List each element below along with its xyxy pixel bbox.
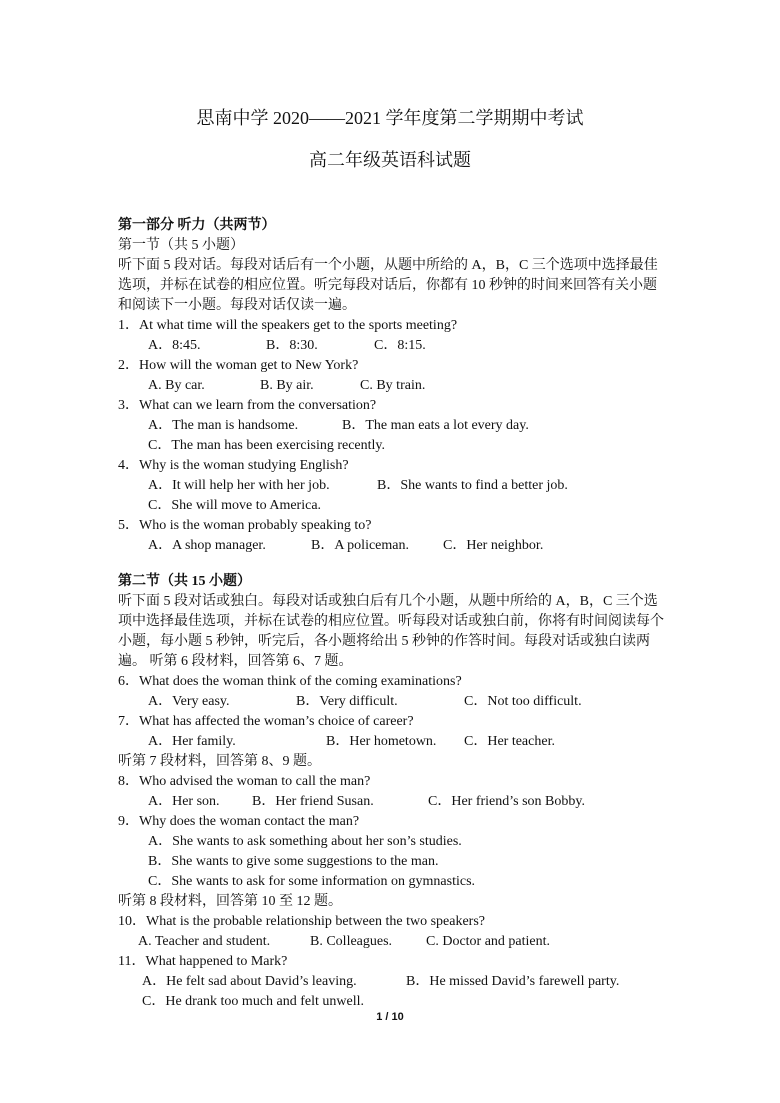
option-a: A．She wants to ask something about her son’s studies. <box>148 834 462 849</box>
option-b: B．Her hometown. <box>326 734 437 749</box>
section2-heading: 第二节（共 15 小题） <box>118 574 251 589</box>
option-a: A．8:45. <box>148 338 201 353</box>
option-a: A．He felt sad about David’s leaving. <box>142 974 357 989</box>
question-6: 6．What does the woman think of the coming examinations? <box>118 674 462 689</box>
option-a: A．It will help her with her job. <box>148 478 330 493</box>
question-1-options <box>118 336 666 356</box>
section2-instructions: 听下面 5 段对话或独白。每段对话或独白后有几个小题，从题中所给的 A，B，C 三个选项中选择最佳选项，并标在试卷的相应位置。听每段对话或独白前，你将有时间阅读每个小题，每小题 5 秒钟，听完后，各小题将给出 5 秒钟的作答时间。每段对话或独白读两遍。 听第 6 段材料，回答第 6、7 题。 <box>118 594 664 669</box>
exam-content <box>118 216 666 1012</box>
option-b: B．8:30. <box>266 338 318 353</box>
question-2: 2．How will the woman get to New York? <box>118 358 359 373</box>
option-a: A. Teacher and student. <box>138 934 271 949</box>
option-b: B．A policeman. <box>311 538 409 553</box>
option-b: B．She wants to give some suggestions to the man. <box>148 854 439 869</box>
option-a: A．Her son. <box>148 794 220 809</box>
question-5-options <box>118 536 666 556</box>
option-c: C．The man has been exercising recently. <box>148 438 386 453</box>
option-c: C．Her neighbor. <box>443 538 544 553</box>
question-2-options <box>118 376 666 396</box>
option-a: A．A shop manager. <box>148 538 266 553</box>
question-8-options <box>118 792 666 812</box>
question-5: 5．Who is the woman probably speaking to? <box>118 518 372 533</box>
question-10-options <box>118 932 666 952</box>
question-11-options <box>118 972 666 992</box>
option-a: A．Her family. <box>148 734 236 749</box>
question-4-options <box>118 476 666 496</box>
option-a: A．Very easy. <box>148 694 230 709</box>
question-1: 1．At what time will the speakers get to the sports meeting? <box>118 318 458 333</box>
option-b: B. Colleagues. <box>310 934 393 949</box>
option-b: B．Her friend Susan. <box>252 794 374 809</box>
passage-note-8: 听第 8 段材料，回答第 10 至 12 题。 <box>118 894 342 909</box>
section1-heading: 第一节（共 5 小题） <box>118 238 244 253</box>
question-4-options-cont <box>118 496 666 516</box>
option-a: A. By car. <box>148 378 205 393</box>
option-c: C. Doctor and patient. <box>426 934 551 949</box>
page-number: 1 / 10 <box>376 1011 404 1023</box>
option-b: B. By air. <box>260 378 314 393</box>
option-c: C．He drank too much and felt unwell. <box>142 994 365 1009</box>
passage-note-7: 听第 7 段材料，回答第 8、9 题。 <box>118 754 321 769</box>
section1-instructions: 听下面 5 段对话。每段对话后有一个小题，从题中所给的 A，B，C 三个选项中选择最佳选项，并标在试卷的相应位置。听完每段对话后，你都有 10 秒钟的时间来回答有关小题和阅读下一小题。每段对话仅读一遍。 <box>118 258 658 313</box>
option-c: C．She will move to America. <box>148 498 322 513</box>
option-b: B．Very difficult. <box>296 694 398 709</box>
option-a: A．The man is handsome. <box>148 418 299 433</box>
question-8: 8．Who advised the woman to call the man? <box>118 774 371 789</box>
question-7-options <box>118 732 666 752</box>
option-c: C．Not too difficult. <box>464 694 582 709</box>
question-6-options <box>118 692 666 712</box>
option-b: B．He missed David’s farewell party. <box>406 974 620 989</box>
option-c: C. By train. <box>360 378 426 393</box>
part1-heading: 第一部分 听力（共两节） <box>118 218 276 233</box>
option-c: C．Her teacher. <box>464 734 555 749</box>
exam-subtitle: 高二年级英语科试题 <box>309 150 471 170</box>
option-c: C．8:15. <box>374 338 426 353</box>
question-11: 11．What happened to Mark? <box>118 954 288 969</box>
option-b: B．The man eats a lot every day. <box>342 418 529 433</box>
question-9: 9．Why does the woman contact the man? <box>118 814 360 829</box>
option-c: C．She wants to ask for some information on gymnastics. <box>148 874 476 889</box>
exam-title: 思南中学 2020——2021 学年度第二学期期中考试 <box>196 108 584 128</box>
question-7: 7．What has affected the woman’s choice of career? <box>118 714 414 729</box>
question-3-options <box>118 416 666 436</box>
option-b: B．She wants to find a better job. <box>377 478 568 493</box>
option-c: C．Her friend’s son Bobby. <box>428 794 585 809</box>
question-3: 3．What can we learn from the conversation? <box>118 398 377 413</box>
question-3-options-cont <box>118 436 666 456</box>
question-10: 10．What is the probable relationship between the two speakers? <box>118 914 485 929</box>
question-4: 4．Why is the woman studying English? <box>118 458 349 473</box>
